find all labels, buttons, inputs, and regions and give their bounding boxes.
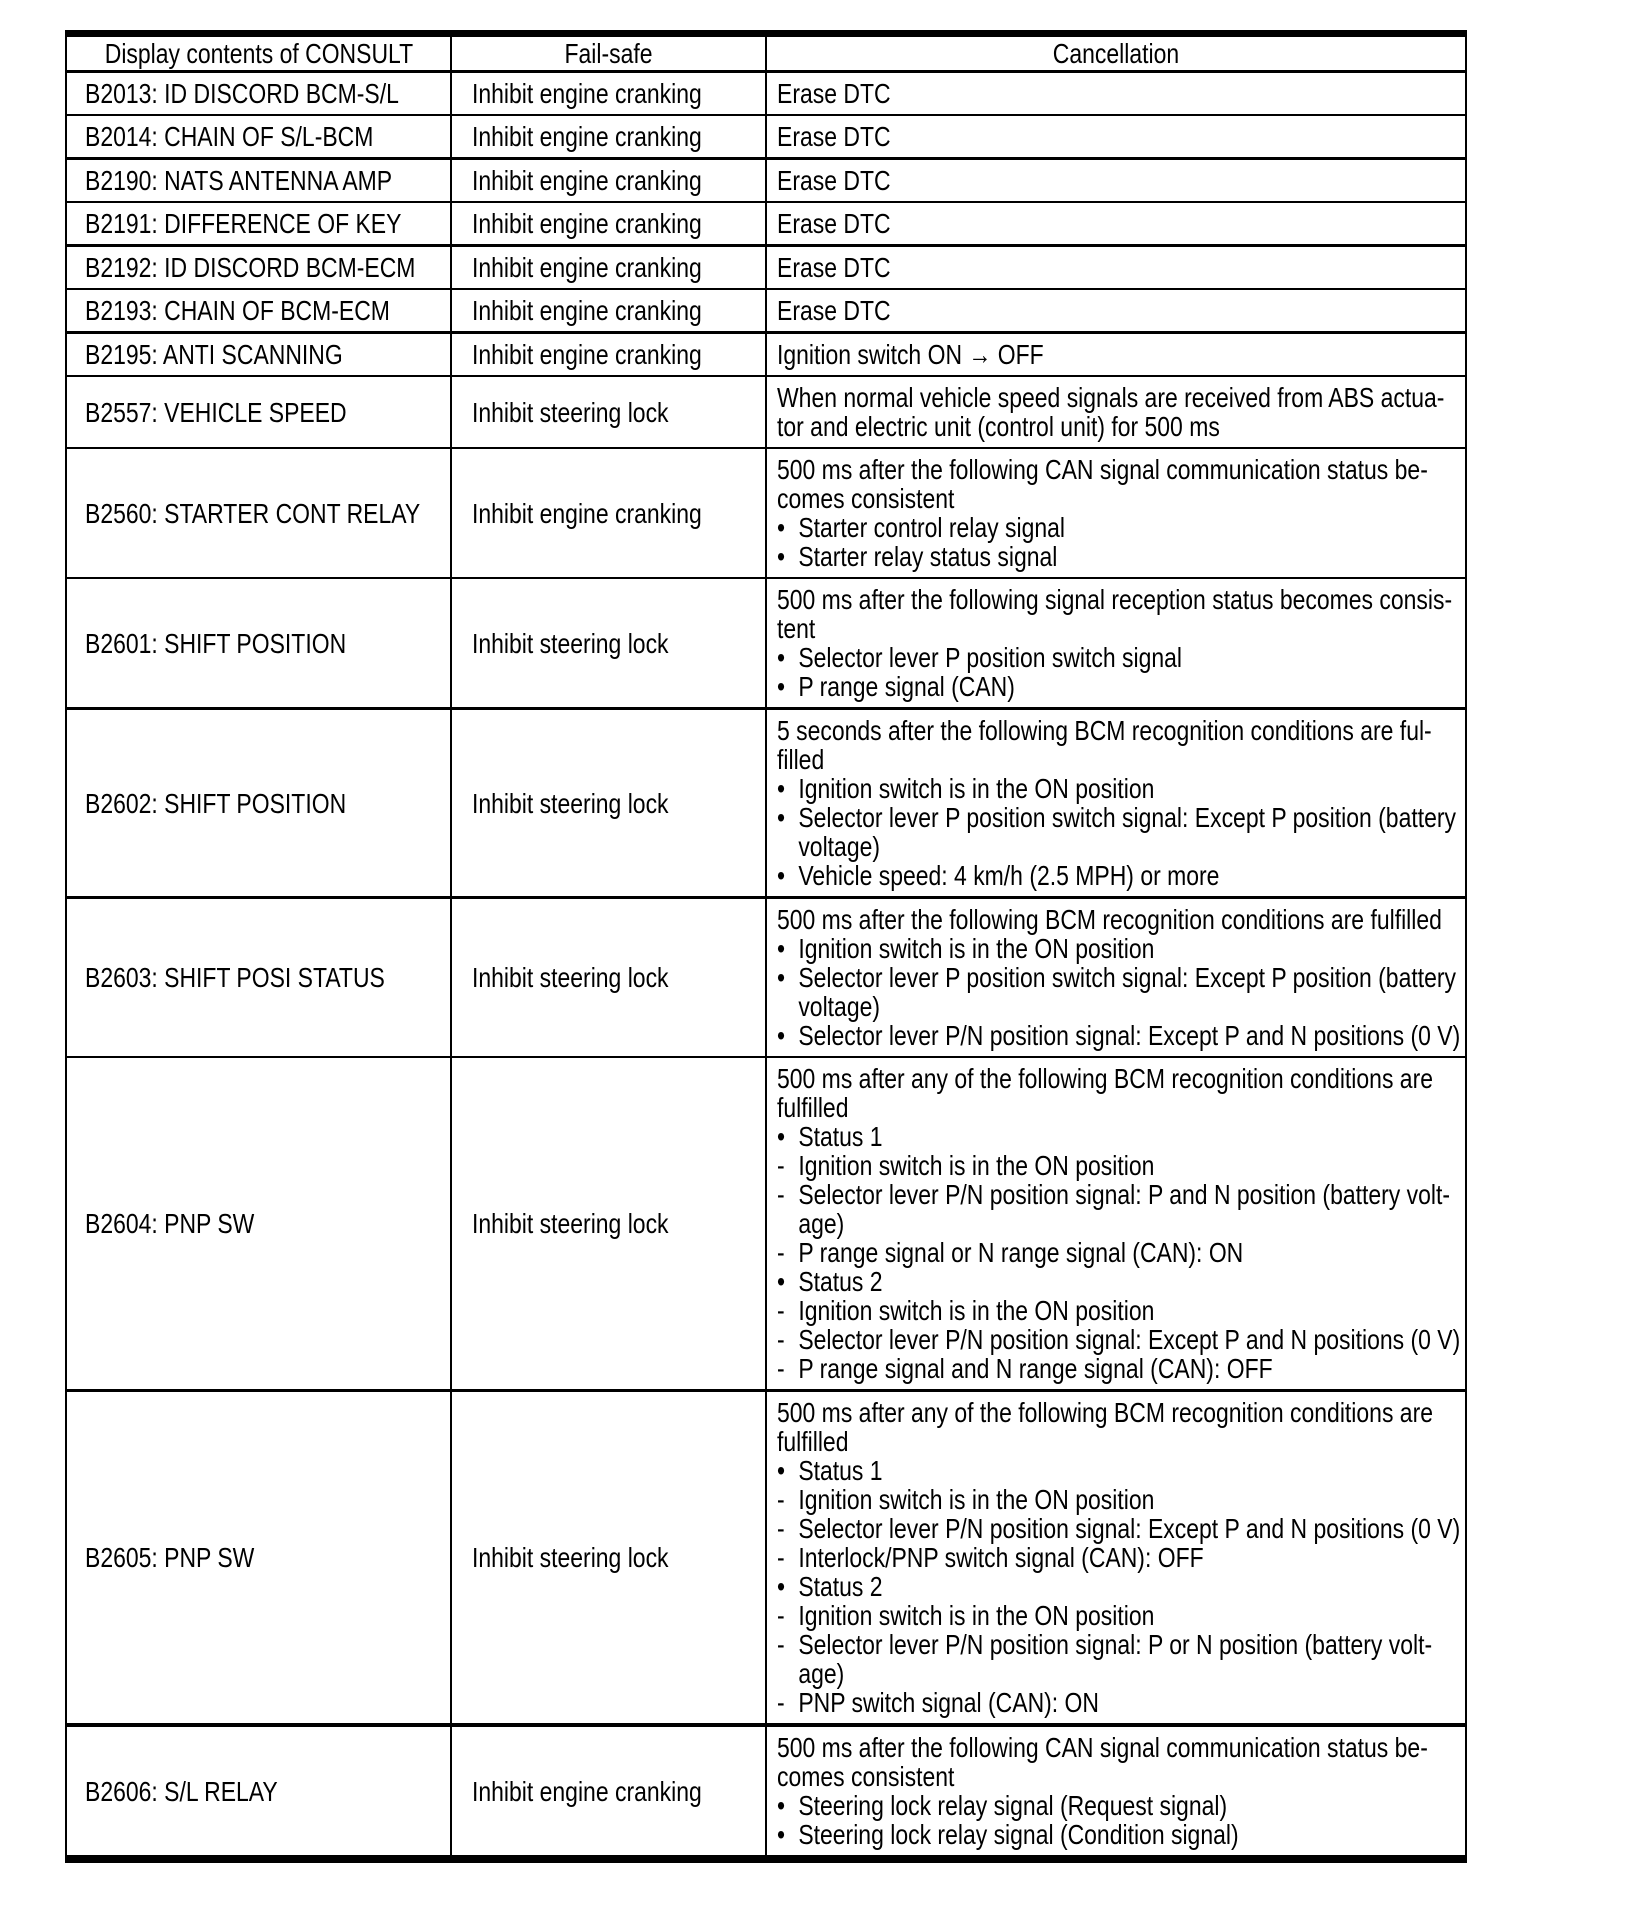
cancellation-list-item	[777, 1324, 1461, 1355]
column-header-label: Fail-safe	[564, 38, 653, 69]
failsafe-text: Inhibit engine cranking	[472, 121, 702, 152]
cancellation-line: fulfilled	[777, 1426, 849, 1457]
fail-safe-table	[65, 30, 1467, 1863]
failsafe-cell	[451, 448, 766, 578]
cancellation-text	[777, 1064, 1433, 1122]
cancellation-line: Status 1	[798, 1455, 883, 1486]
consult-cell	[66, 1057, 451, 1391]
cancellation-cell	[766, 448, 1466, 578]
cancellation-text	[777, 905, 1442, 934]
table-body	[66, 72, 1466, 1860]
cancellation-list-item	[777, 513, 1336, 542]
cancellation-list-item	[777, 1601, 1336, 1630]
cancellation-text	[777, 585, 1452, 643]
failsafe-text: Inhibit engine cranking	[472, 208, 702, 239]
cancellation-line: 5 seconds after the following BCM recognition conditions are ful-	[777, 715, 1432, 746]
cancellation-line: Erase DTC	[777, 78, 891, 109]
manual-page	[0, 30, 1632, 1930]
cancellation-line: filled	[777, 744, 825, 775]
cancellation-line: Erase DTC	[777, 252, 891, 283]
cancellation-paragraph	[777, 382, 1445, 442]
table-row	[66, 115, 1466, 159]
cancellation-paragraph	[777, 122, 1336, 151]
cancellation-list-item	[777, 1820, 1336, 1849]
dtc-code-text: B2013: ID DISCORD BCM-S/L	[85, 78, 399, 109]
consult-cell	[66, 72, 451, 116]
cancellation-cell	[766, 246, 1466, 290]
consult-cell	[66, 1725, 451, 1859]
dash-marker: -	[777, 1687, 785, 1718]
cancellation-cell	[766, 898, 1466, 1058]
table-row	[66, 1391, 1466, 1726]
cancellation-text	[798, 1543, 1336, 1572]
cancellation-line: Starter control relay signal	[798, 512, 1066, 543]
dash-marker: -	[777, 1484, 785, 1515]
cancellation-line: age)	[798, 1208, 845, 1239]
cancellation-text	[798, 542, 1336, 571]
cancellation-paragraph	[777, 1732, 1428, 1792]
cancellation-list-item	[777, 1513, 1461, 1544]
failsafe-text: Inhibit steering lock	[472, 396, 669, 428]
cancellation-text	[798, 1267, 1336, 1296]
table-row	[66, 289, 1466, 333]
cancellation-text	[798, 1514, 1460, 1543]
cancellation-text	[798, 1791, 1336, 1820]
cancellation-paragraph	[777, 166, 1336, 195]
cancellation-line: Ignition switch is in the ON position	[798, 1295, 1155, 1326]
cancellation-line: Ignition switch is in the ON position	[798, 1150, 1155, 1181]
column-header-cancellation	[766, 34, 1466, 72]
cancellation-list-item	[777, 542, 1336, 571]
cancellation-line: P range signal (CAN)	[798, 671, 1015, 702]
cancellation-text	[798, 1354, 1336, 1383]
dtc-code-text: B2191: DIFFERENCE OF KEY	[85, 208, 402, 239]
cancellation-text	[777, 122, 1336, 151]
bullet-marker: •	[777, 512, 786, 543]
cancellation-line: Selector lever P/N position signal: Except P and N positions (0 V)	[798, 1324, 1461, 1355]
cancellation-line: Ignition switch is in the ON position	[798, 773, 1155, 804]
cancellation-text	[798, 1238, 1336, 1267]
dtc-code-text: B2603: SHIFT POSI STATUS	[85, 962, 385, 993]
cancellation-line: tent	[777, 613, 816, 644]
cancellation-list-item	[777, 861, 1336, 890]
failsafe-text: Inhibit steering lock	[472, 787, 669, 819]
cancellation-text	[798, 934, 1336, 963]
cancellation-line: Ignition switch is in the ON position	[798, 1600, 1155, 1631]
dash-marker: -	[777, 1295, 785, 1326]
cancellation-list-item	[777, 1688, 1336, 1717]
dtc-code-text: B2014: CHAIN OF S/L-BCM	[85, 121, 374, 152]
cancellation-line: When normal vehicle speed signals are received from ABS actua-	[777, 382, 1445, 413]
consult-cell	[66, 289, 451, 333]
cancellation-line: Starter relay status signal	[798, 541, 1058, 572]
cancellation-cell	[766, 115, 1466, 159]
cancellation-text	[798, 1122, 1336, 1151]
cancellation-line: Selector lever P/N position signal: P and N position (battery volt-	[798, 1179, 1451, 1210]
consult-cell	[66, 898, 451, 1058]
failsafe-text: Inhibit steering lock	[472, 1542, 669, 1573]
consult-cell	[66, 709, 451, 898]
cancellation-line: 500 ms after the following signal reception status becomes consis-	[777, 584, 1453, 615]
cancellation-list-item	[777, 1485, 1336, 1514]
failsafe-text: Inhibit steering lock	[472, 627, 669, 659]
failsafe-text: Inhibit engine cranking	[472, 78, 702, 109]
cancellation-text	[798, 672, 1336, 701]
cancellation-line: Vehicle speed: 4 km/h (2.5 MPH) or more	[798, 860, 1220, 891]
cancellation-cell	[766, 578, 1466, 709]
table-row	[66, 709, 1466, 898]
cancellation-paragraph	[777, 79, 1336, 108]
cancellation-cell	[766, 1391, 1466, 1726]
cancellation-list-item	[777, 802, 1456, 862]
bullet-marker: •	[777, 1266, 786, 1297]
bullet-marker: •	[777, 1020, 786, 1051]
cancellation-list-item	[777, 1151, 1336, 1180]
cancellation-text	[777, 79, 1336, 108]
cancellation-line: Steering lock relay signal (Request signal)	[798, 1790, 1228, 1821]
cancellation-text	[798, 513, 1336, 542]
table-row	[66, 72, 1466, 116]
cancellation-text	[777, 340, 1336, 369]
cancellation-list-item	[777, 1296, 1336, 1325]
failsafe-cell	[451, 1391, 766, 1726]
cancellation-line: Ignition switch ON → OFF	[777, 339, 1044, 370]
cancellation-list-item	[777, 1456, 1336, 1485]
bullet-marker: •	[777, 1790, 786, 1821]
cancellation-line: P range signal and N range signal (CAN): OFF	[798, 1353, 1273, 1384]
cancellation-cell	[766, 159, 1466, 203]
dash-marker: -	[777, 1150, 785, 1181]
failsafe-cell	[451, 72, 766, 116]
failsafe-cell	[451, 898, 766, 1058]
table-row	[66, 1725, 1466, 1859]
cancellation-text	[798, 1296, 1336, 1325]
cancellation-text	[798, 1325, 1460, 1354]
dash-marker: -	[777, 1237, 785, 1268]
consult-cell	[66, 578, 451, 709]
failsafe-cell	[451, 578, 766, 709]
cancellation-list-item	[777, 1572, 1336, 1601]
failsafe-text: Inhibit steering lock	[472, 962, 669, 993]
failsafe-cell	[451, 333, 766, 377]
dtc-code-text: B2557: VEHICLE SPEED	[85, 396, 347, 428]
failsafe-cell	[451, 289, 766, 333]
cancellation-line: Ignition switch is in the ON position	[798, 1484, 1155, 1515]
cancellation-cell	[766, 1057, 1466, 1391]
cancellation-list-item	[777, 1629, 1433, 1689]
cancellation-text	[798, 1820, 1336, 1849]
consult-cell	[66, 159, 451, 203]
cancellation-paragraph	[777, 253, 1336, 282]
cancellation-paragraph	[777, 1397, 1433, 1457]
cancellation-line: 500 ms after the following CAN signal communication status be-	[777, 1732, 1428, 1763]
dtc-code-text: B2606: S/L RELAY	[85, 1775, 278, 1807]
cancellation-text	[798, 1180, 1450, 1238]
dash-marker: -	[777, 1353, 785, 1384]
cancellation-line: Status 2	[798, 1571, 883, 1602]
table-row	[66, 376, 1466, 448]
cancellation-text	[798, 861, 1336, 890]
cancellation-text	[777, 253, 1336, 282]
cancellation-cell	[766, 376, 1466, 448]
cancellation-list-item	[777, 1267, 1336, 1296]
failsafe-text: Inhibit engine cranking	[472, 252, 702, 283]
cancellation-line: Steering lock relay signal (Condition signal)	[798, 1819, 1239, 1850]
cancellation-text	[798, 1485, 1336, 1514]
cancellation-list-item	[777, 1543, 1336, 1572]
consult-cell	[66, 333, 451, 377]
cancellation-line: Status 1	[798, 1121, 883, 1152]
dtc-code-text: B2193: CHAIN OF BCM-ECM	[85, 295, 390, 326]
failsafe-text: Inhibit engine cranking	[472, 1775, 702, 1807]
table-row	[66, 578, 1466, 709]
table-row	[66, 333, 1466, 377]
cancellation-list-item	[777, 643, 1336, 672]
cancellation-line: Selector lever P position switch signal: Except P position (battery	[798, 802, 1456, 833]
cancellation-line: Selector lever P position switch signal: Except P position (battery	[798, 962, 1456, 993]
cancellation-list-item	[777, 1791, 1336, 1820]
bullet-marker: •	[777, 802, 786, 833]
cancellation-line: Selector lever P/N position signal: P or N position (battery volt-	[798, 1629, 1433, 1660]
cancellation-text	[777, 1398, 1433, 1456]
consult-cell	[66, 115, 451, 159]
cancellation-line: Ignition switch is in the ON position	[798, 933, 1155, 964]
consult-cell	[66, 246, 451, 290]
column-header-label: Display contents of CONSULT	[104, 38, 414, 69]
cancellation-line: fulfilled	[777, 1092, 849, 1123]
dash-marker: -	[777, 1542, 785, 1573]
cancellation-text	[777, 383, 1444, 441]
bullet-marker: •	[777, 962, 786, 993]
cancellation-cell	[766, 1725, 1466, 1859]
cancellation-line: voltage)	[798, 831, 881, 862]
cancellation-paragraph	[777, 209, 1336, 238]
cancellation-line: P range signal or N range signal (CAN): ON	[798, 1237, 1244, 1268]
cancellation-text	[777, 716, 1432, 774]
cancellation-line: Status 2	[798, 1266, 883, 1297]
column-header-consult	[66, 34, 451, 72]
failsafe-text: Inhibit engine cranking	[472, 497, 702, 529]
dtc-code-text: B2601: SHIFT POSITION	[85, 627, 347, 659]
bullet-marker: •	[777, 671, 786, 702]
cancellation-text	[798, 1572, 1336, 1601]
table-row	[66, 159, 1466, 203]
cancellation-cell	[766, 289, 1466, 333]
cancellation-text	[798, 1630, 1432, 1688]
dtc-code-text: B2192: ID DISCORD BCM-ECM	[85, 252, 416, 283]
dash-marker: -	[777, 1629, 785, 1660]
bullet-marker: •	[777, 1121, 786, 1152]
cancellation-paragraph	[777, 340, 1336, 369]
cancellation-cell	[766, 72, 1466, 116]
cancellation-cell	[766, 333, 1466, 377]
dash-marker: -	[777, 1324, 785, 1355]
failsafe-cell	[451, 709, 766, 898]
cancellation-text	[798, 1151, 1336, 1180]
cancellation-text	[798, 774, 1336, 803]
consult-cell	[66, 376, 451, 448]
failsafe-cell	[451, 376, 766, 448]
cancellation-text	[777, 1733, 1428, 1791]
cancellation-line: Interlock/PNP switch signal (CAN): OFF	[798, 1542, 1204, 1573]
cancellation-text	[798, 1021, 1460, 1050]
failsafe-cell	[451, 246, 766, 290]
header-row	[66, 34, 1466, 72]
bullet-marker: •	[777, 1571, 786, 1602]
failsafe-text: Inhibit engine cranking	[472, 339, 702, 370]
cancellation-list-item	[777, 774, 1336, 803]
table-header	[66, 34, 1466, 72]
cancellation-line: Selector lever P position switch signal	[798, 642, 1183, 673]
cancellation-list-item	[777, 1354, 1336, 1383]
cancellation-text	[777, 455, 1428, 513]
table-row	[66, 898, 1466, 1058]
dtc-code-text: B2605: PNP SW	[85, 1542, 255, 1573]
failsafe-text: Inhibit engine cranking	[472, 295, 702, 326]
cancellation-line: Selector lever P/N position signal: Except P and N positions (0 V)	[798, 1513, 1461, 1544]
cancellation-text	[798, 1456, 1336, 1485]
dtc-code-text: B2190: NATS ANTENNA AMP	[85, 165, 393, 196]
failsafe-text: Inhibit steering lock	[472, 1208, 669, 1239]
cancellation-line: PNP switch signal (CAN): ON	[798, 1687, 1100, 1718]
cancellation-text	[777, 209, 1336, 238]
column-header-label: Cancellation	[1052, 38, 1180, 69]
bullet-marker: •	[777, 933, 786, 964]
bullet-marker: •	[777, 1819, 786, 1850]
cancellation-line: Selector lever P/N position signal: Except P and N positions (0 V)	[798, 1020, 1461, 1051]
cancellation-text	[798, 1688, 1336, 1717]
cancellation-line: comes consistent	[777, 1761, 955, 1792]
failsafe-cell	[451, 1057, 766, 1391]
dtc-code-text: B2195: ANTI SCANNING	[85, 339, 343, 370]
cancellation-list-item	[777, 962, 1456, 1022]
cancellation-cell	[766, 709, 1466, 898]
table-row	[66, 246, 1466, 290]
cancellation-line: voltage)	[798, 991, 881, 1022]
table-row	[66, 1057, 1466, 1391]
cancellation-list-item	[777, 934, 1336, 963]
cancellation-line: Erase DTC	[777, 208, 891, 239]
cancellation-line: Erase DTC	[777, 165, 891, 196]
cancellation-list-item	[777, 1238, 1336, 1267]
cancellation-paragraph	[777, 296, 1336, 325]
cancellation-line: Erase DTC	[777, 295, 891, 326]
cancellation-cell	[766, 202, 1466, 246]
cancellation-list-item	[777, 1179, 1451, 1239]
cancellation-paragraph	[777, 1063, 1433, 1123]
cancellation-text	[777, 166, 1336, 195]
cancellation-text	[798, 963, 1456, 1021]
consult-cell	[66, 202, 451, 246]
failsafe-cell	[451, 159, 766, 203]
cancellation-text	[798, 1601, 1336, 1630]
cancellation-paragraph	[777, 584, 1453, 644]
bullet-marker: •	[777, 642, 786, 673]
dtc-code-text: B2602: SHIFT POSITION	[85, 787, 347, 819]
cancellation-line: tor and electric unit (control unit) for 500 ms	[777, 411, 1220, 442]
cancellation-line: comes consistent	[777, 483, 955, 514]
bullet-marker: •	[777, 1455, 786, 1486]
dtc-code-text: B2560: STARTER CONT RELAY	[85, 497, 421, 529]
table-row	[66, 448, 1466, 578]
cancellation-text	[798, 643, 1336, 672]
dash-marker: -	[777, 1513, 785, 1544]
cancellation-line: 500 ms after the following BCM recognition conditions are fulfilled	[777, 904, 1442, 935]
cancellation-paragraph	[777, 715, 1432, 775]
cancellation-paragraph	[777, 454, 1428, 514]
cancellation-line: 500 ms after any of the following BCM recognition conditions are	[777, 1397, 1433, 1428]
column-header-failsafe	[451, 34, 766, 72]
cancellation-paragraph	[777, 904, 1442, 935]
dtc-code-text: B2604: PNP SW	[85, 1208, 255, 1239]
consult-cell	[66, 1391, 451, 1726]
cancellation-list-item	[777, 672, 1336, 701]
dash-marker: -	[777, 1179, 785, 1210]
cancellation-text	[798, 803, 1456, 861]
consult-cell	[66, 448, 451, 578]
cancellation-text	[777, 296, 1336, 325]
bullet-marker: •	[777, 773, 786, 804]
failsafe-cell	[451, 115, 766, 159]
table-row	[66, 202, 1466, 246]
bullet-marker: •	[777, 541, 786, 572]
failsafe-text: Inhibit engine cranking	[472, 165, 702, 196]
cancellation-line: age)	[798, 1658, 845, 1689]
failsafe-cell	[451, 202, 766, 246]
cancellation-line: Erase DTC	[777, 121, 891, 152]
failsafe-cell	[451, 1725, 766, 1859]
cancellation-line: 500 ms after the following CAN signal communication status be-	[777, 454, 1428, 485]
dash-marker: -	[777, 1600, 785, 1631]
cancellation-list-item	[777, 1122, 1336, 1151]
cancellation-list-item	[777, 1020, 1461, 1051]
cancellation-line: 500 ms after any of the following BCM recognition conditions are	[777, 1063, 1433, 1094]
bullet-marker: •	[777, 860, 786, 891]
